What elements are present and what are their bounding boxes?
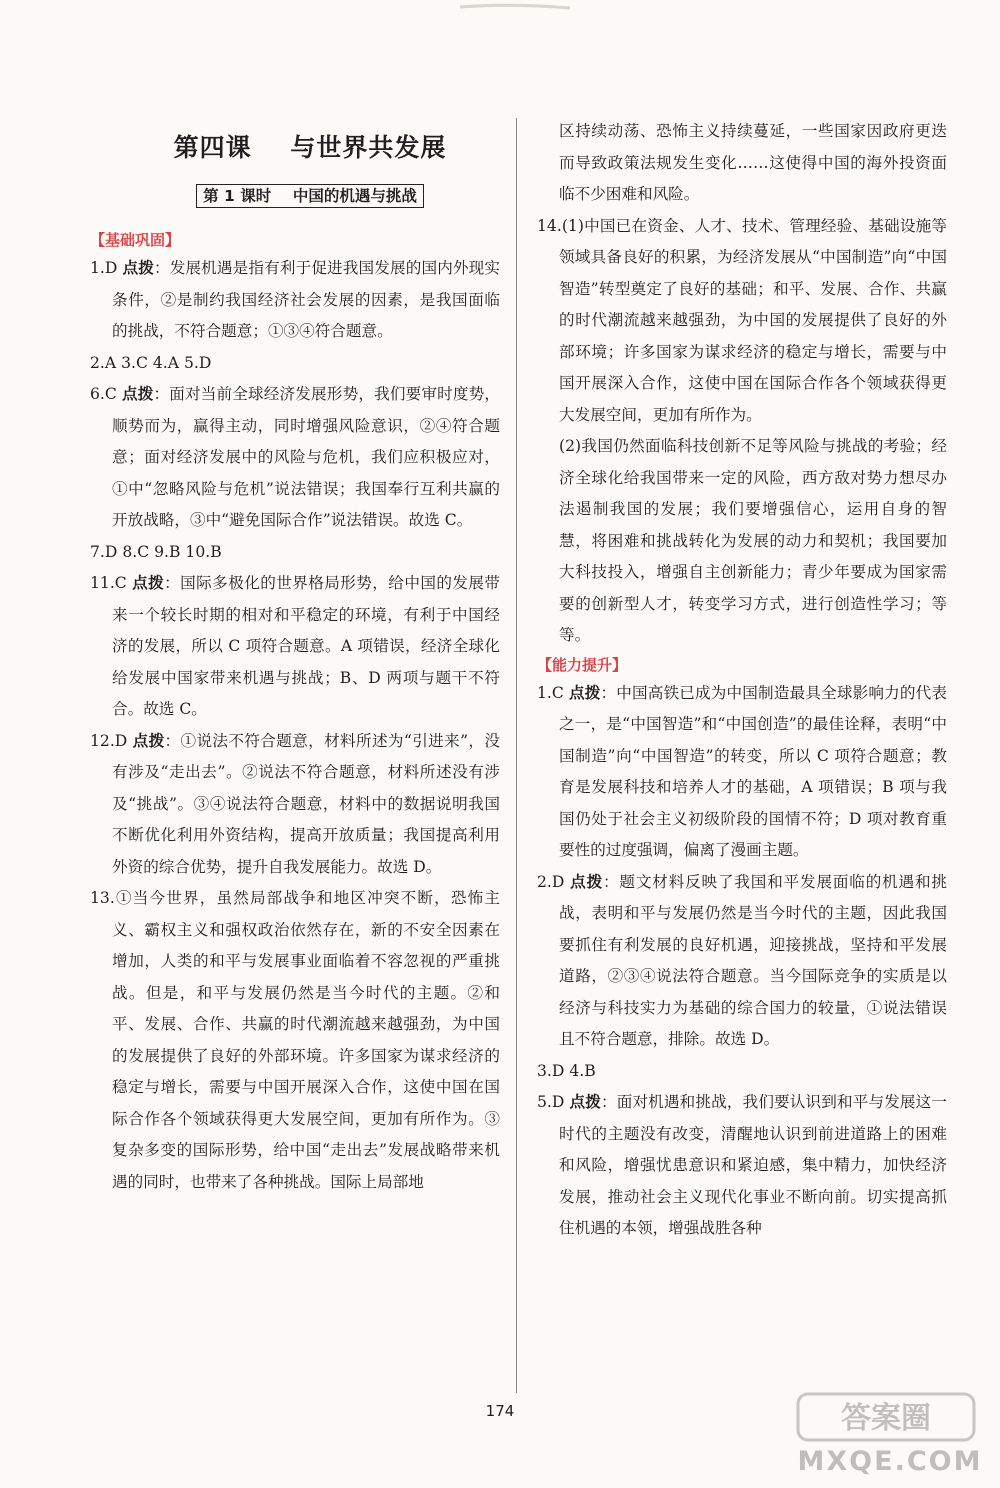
item-number: 2.A 3.C 4.A 5.D bbox=[90, 353, 212, 372]
item-number: 13. bbox=[90, 889, 115, 907]
item-explanation: ：面对当前全球经济发展形势，我们要审时度势，顺势而为，赢得主动，同时增强风险意识，②④符合题意；面对经济发展中的风险与危机，我们应积极应对，①中“忽略风险与危机”说法错误；我国奉行互利共赢的开放战略，③中“避免国际合作”说法错误。故选 C。 bbox=[112, 385, 500, 529]
lesson-subtitle-box: 第 1 课时 中国的机遇与挑战 bbox=[196, 184, 424, 208]
hint-label: 点拨 bbox=[568, 683, 601, 702]
hint-label: 点拨 bbox=[121, 385, 154, 403]
item-explanation: ：面对机遇和挑战，我们要认识到和平与发展这一时代的主题没有改变，清醒地认识到前进道路上的困难和风险，增强忧患意识和紧迫感，集中精力，加快经济发展，推动社会主义现代化事业不断向前。切实提高抓住机遇的本领，增强战胜各种 bbox=[559, 1093, 947, 1237]
item-number: 5.D bbox=[537, 1093, 570, 1111]
left-answer-item bbox=[90, 537, 500, 569]
left-answer-item bbox=[90, 883, 500, 1198]
advanced-answer-item bbox=[537, 1087, 947, 1245]
left-answer-item bbox=[90, 726, 500, 884]
column-divider bbox=[516, 118, 517, 1393]
left-answer-item bbox=[90, 253, 500, 348]
item-explanation: ：中国高铁已成为中国制造最具全球影响力的代表之一，是“中国智造”和“中国创造”的最佳诠释，表明“中国制造”向“中国智造”的转变，所以 C 项符合题意；教育是发展科技和培养人才的基础，A 项错误；B 项与我国仍处于社会主义初级阶段的国情不符；D 项对教育重要性的过度强调，偏离了漫画主题。 bbox=[559, 683, 947, 859]
advanced-answer-item bbox=[537, 678, 947, 867]
left-answer-item bbox=[90, 379, 500, 537]
item-number: 2.D bbox=[537, 872, 571, 891]
advanced-answer-item bbox=[537, 867, 947, 1056]
item-explanation: ：国际多极化的世界格局形势，给中国的发展带来一个较长时期的相对和平稳定的环境，有利于中国经济的发展，所以 C 项符合题意。A 项错误，经济全球化给发展中国家带来机遇与挑战；B、D 两项与题干不符合。故选 C。 bbox=[112, 574, 500, 718]
advanced-answer-item bbox=[537, 1056, 947, 1088]
hint-label: 点拨 bbox=[132, 731, 165, 750]
right-column bbox=[537, 116, 947, 1245]
watermark-url: MXQE.COM bbox=[797, 1446, 983, 1477]
watermark-badge-text: 答案圈 bbox=[841, 1401, 931, 1436]
lesson-unit-title: 第四课 与世界共发展 bbox=[173, 133, 447, 162]
item-number: 12.D bbox=[90, 731, 133, 750]
item-explanation: ①当今世界，虽然局部战争和地区冲突不断，恐怖主义、霸权主义和强权政治依然存在，新的不安全因素在增加，人类的和平与发展事业面临着不容忽视的严重挑战。但是，和平与发展仍然是当今时代的主题。②和平、发展、合作、共赢的时代潮流越来越强劲，为中国的发展提供了良好的外部环境。许多国家为谋求经济的稳定与增长，需要与中国开展深入合作，这使中国在国际合作各个领域获得更大发展空间，更加有所作为。③复杂多变的国际形势，给中国“走出去”发展战略带来机遇的同时，也带来了各种挑战。国际上局部地 bbox=[112, 889, 500, 1191]
left-answer-item bbox=[90, 348, 500, 380]
item-number: 7.D 8.C 9.B 10.B bbox=[90, 542, 222, 561]
item-explanation: ：发展机遇是指有利于促进我国发展的国内外现实条件，②是制约我国经济社会发展的因素，是我国面临的挑战，不符合题意；①③④符合题意。 bbox=[112, 259, 500, 340]
item-number: 3.D 4.B bbox=[537, 1061, 596, 1080]
hint-label: 点拨 bbox=[122, 259, 154, 277]
item-number: 11.C bbox=[90, 574, 133, 592]
continued-answer-text: 区持续动荡、恐怖主义持续蔓延，一些国家因政府更迭而导致政策法规发生变化……这使得中国的海外投资面临不少困难和风险。 bbox=[559, 122, 947, 203]
hint-label: 点拨 bbox=[132, 574, 165, 592]
item-number: 1.C bbox=[537, 683, 569, 702]
page-number: 174 bbox=[485, 1402, 515, 1420]
hint-label: 点拨 bbox=[569, 1093, 601, 1111]
right-answer-item bbox=[537, 211, 947, 432]
section-tag-advanced: 【能力提升】 bbox=[537, 655, 628, 674]
item-explanation: ：题文材料反映了我国和平发展面临的机遇和挑战，表明和平与发展仍然是当今时代的主题，因此我国要抓住有利发展的良好机遇，迎接挑战，坚持和平发展道路，②③④说法符合题意。当今国际竞争的实质是以经济与科技实力为基础的综合国力的较量，①说法错误且不符合题意，排除。故选 D。 bbox=[559, 872, 947, 1048]
item-number: 1.D bbox=[90, 259, 123, 277]
item-explanation: (1)中国已在资金、人才、技术、管理经验、基础设施等领域具备良好的积累，为经济发展从“中国制造”向“中国智造”转型奠定了良好的基础；和平、发展、合作、共赢的时代潮流越来越强劲，为中国的发展提供了良好的外部环境；许多国家为谋求经济的稳定与增长，需要与中国开展深入合作，这使中国在国际合作各个领域获得更大发展空间，更加有所作为。 bbox=[559, 216, 947, 424]
item-number: 14. bbox=[537, 216, 562, 235]
item-number: 6.C bbox=[90, 385, 122, 403]
answer-14-part2: (2)我国仍然面临科技创新不足等风险与挑战的考验；经济全球化给我国带来一定的风险，西方敌对势力想尽办法遏制我国的发展；我们要增强信心，运用自身的智慧，将困难和挑战转化为发展的动力和契机；我国要加大科技投入，增强自主创新能力；青少年要成为国家需要的创新型人才，转变学习方式，进行创造性学习；等等。 bbox=[559, 437, 947, 644]
hint-label: 点拨 bbox=[570, 872, 604, 891]
left-column bbox=[90, 227, 500, 1198]
left-answer-item bbox=[90, 568, 500, 726]
section-tag-basic: 【基础巩固】 bbox=[90, 231, 181, 249]
item-explanation: ：①说法不符合题意，材料所述为“引进来”，没有涉及“走出去”。②说法不符合题意，材料所述没有涉及“挑战”。③④说法符合题意，材料中的数据说明我国不断优化利用外资结构，提高开放质量；我国提高利用外资的综合优势，提升自我发展能力。故选 D。 bbox=[112, 731, 500, 876]
watermark-badge-icon bbox=[798, 1394, 974, 1440]
site-watermark bbox=[790, 1388, 990, 1480]
scan-smudge bbox=[420, 0, 620, 14]
